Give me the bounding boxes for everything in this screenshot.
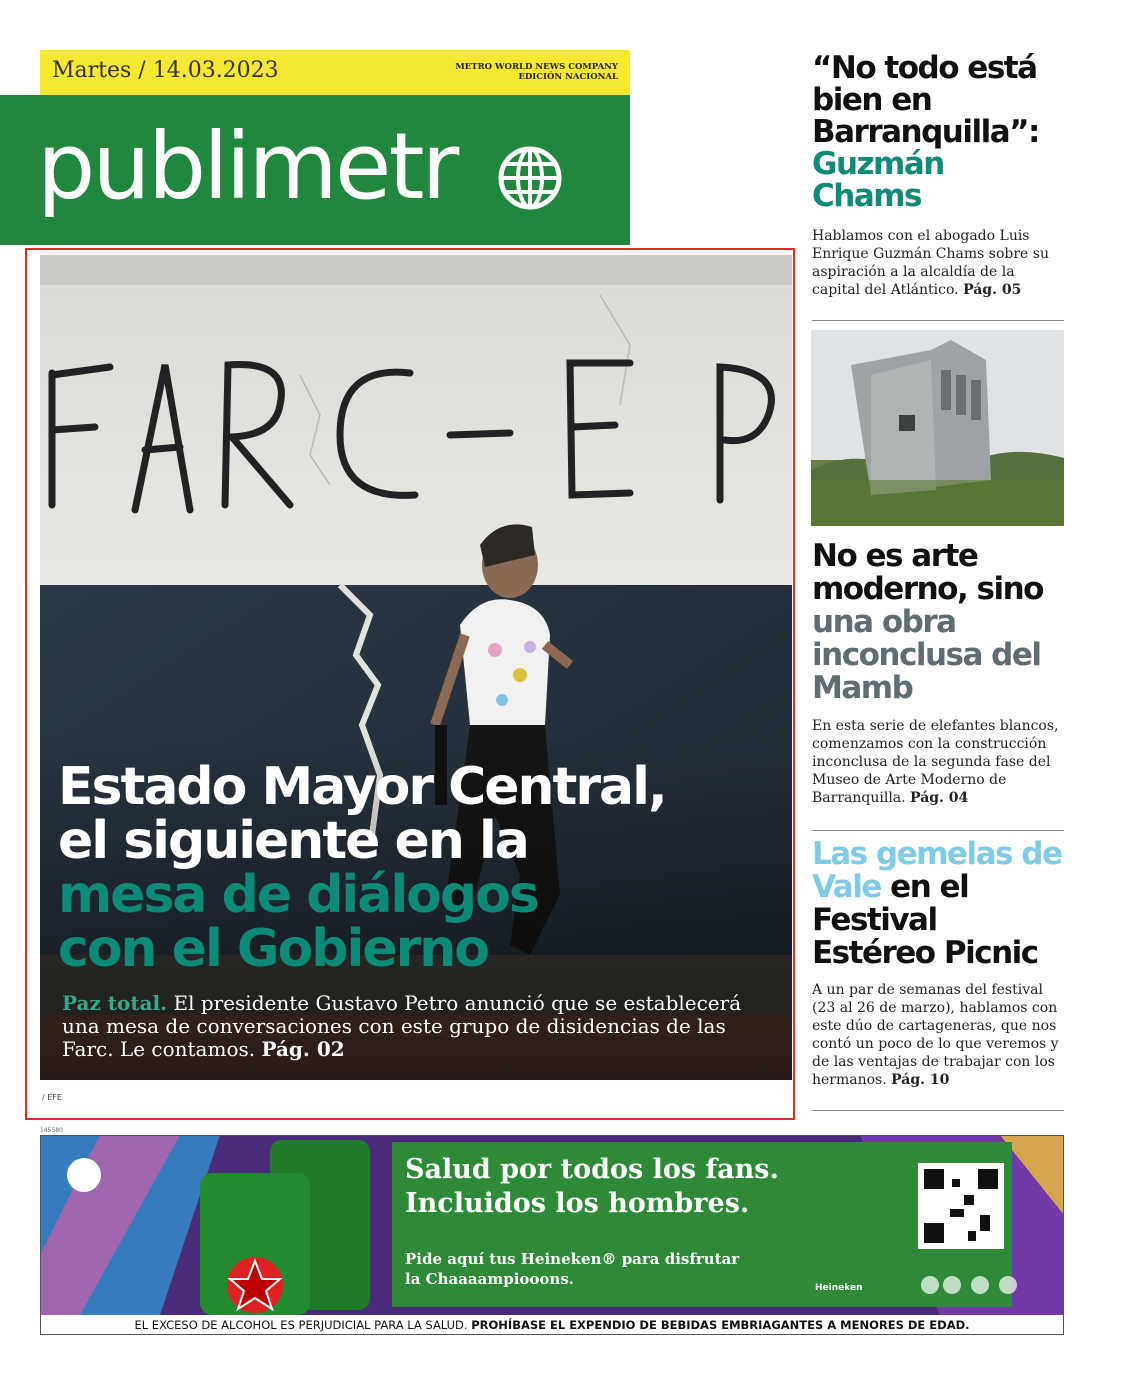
headline-line: el siguiente en la [58,811,528,871]
column-divider [812,1110,1064,1111]
headline-line: Estado Mayor Central, [58,757,666,817]
story1-body [812,227,1064,299]
ad-line: la Chaaaampiooons. [405,1270,575,1288]
ad-line: Salud por todos los fans. [405,1154,779,1185]
heineken-brand: Heineken [815,1283,863,1293]
story3-head-blue: Las gemelas de Vale [812,836,1062,905]
ad-label: 145580 [40,1127,63,1134]
story1-text: Hablamos con el abogado Luis Enrique Guzmán Chams sobre su aspiración a la alcaldía de la capital del Atlántico. [812,228,1049,298]
issue-date: Martes / 14.03.2023 [52,58,279,83]
story2-body [812,717,1064,807]
company-line [400,62,618,82]
story1-head-teal: Guzmán Chams [812,146,944,214]
disclaimer-bold: PROHÍBASE EL EXPENDIO DE BEBIDAS EMBRIAGANTES A MENORES DE EDAD. [471,1318,970,1332]
lede-kicker: Paz total. [62,991,168,1015]
page-ref[interactable]: Pág. 02 [261,1037,345,1061]
column-divider [812,830,1064,831]
main-story-frame [25,248,795,1120]
story2-text: En esta serie de elefantes blancos, comenzamos con la construcción inconclusa de la segunda fase del Museo de Arte Moderno de Barranquilla. [812,718,1059,806]
story2-head-grey: una obra inconclusa del Mamb [812,604,1041,706]
headline-line: mesa de diálogos [58,865,538,925]
story3-head-black: en el Festival Estéreo Picnic [812,869,1038,971]
page-ref[interactable]: Pág. 04 [910,790,969,806]
photo-credit: / EFE [42,1093,62,1102]
company-name: METRO WORLD NEWS COMPANY [455,62,618,72]
story3-text: A un par de semanas del festival (23 al 26 de marzo), hablamos con este dúo de cartageneras, que nos contó un poco de lo que veremos y de las ventajas de trabajar con los hermanos. [812,982,1059,1088]
museum-photo[interactable] [811,330,1064,526]
story3-body [812,981,1064,1089]
story2-headline[interactable] [812,540,1062,705]
headline-line: con el Gobierno [58,919,488,979]
story2-head-black: No es arte moderno, sino [812,538,1043,607]
lede-text: El presidente Gustavo Petro anunció que se establecerá una mesa de conversaciones con este grupo de disidencias de las Farc. Le contamos. [62,991,742,1061]
globe-icon [497,145,563,211]
ad-line: Pide aquí tus Heineken® para disfrutar [405,1250,740,1268]
column-divider [812,320,1064,321]
story3-headline[interactable] [812,838,1062,970]
story1-headline[interactable] [812,52,1062,212]
ad-line: Incluidos los hombres. [405,1188,750,1219]
story1-head-black: “No todo está bien en Barranquilla”: [812,50,1039,150]
publimetro-logo[interactable]: publimetr [37,113,457,220]
disclaimer-plain: EL EXCESO DE ALCOHOL ES PERJUDICIAL PARA LA SALUD. [134,1318,472,1332]
ad-frame [40,1135,1064,1335]
edition-name: EDICIÓN NACIONAL [518,72,618,82]
page-ref[interactable]: Pág. 05 [963,282,1022,298]
page-ref[interactable]: Pág. 10 [891,1072,950,1088]
